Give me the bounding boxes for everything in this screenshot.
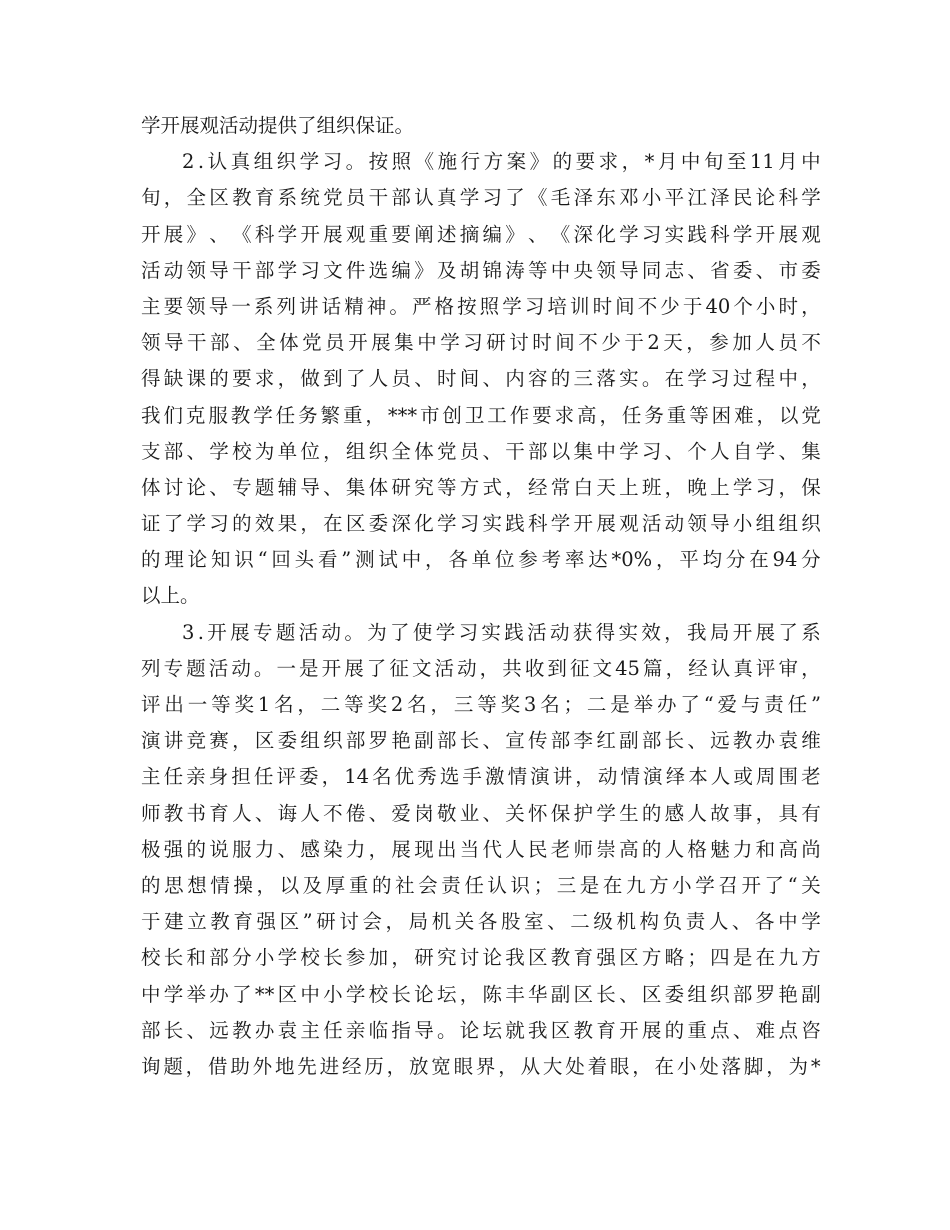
- text-line: 支 部 、 学 校 为 单 位 ， 组 织 全 体 党 员 、 干 部 以 集 中 学 习 、 个 人 自 学 、 集: [141, 439, 821, 463]
- text-line: 部 长 、 远 教 办 袁 主 任 亲 临 指 导 。 论 坛 就 我 区 教 育 开 展 的 重 点 、 难 点 咨: [141, 1018, 821, 1042]
- text-line: 主 要 领 导 一 系 列 讲 话 精 神 。 严 格 按 照 学 习 培 训 时 间 不 少 于 40 个 小 时 ，: [141, 294, 821, 318]
- text-line: 极 强 的 说 服 力 、 感 染 力 ， 展 现 出 当 代 人 民 老 师 崇 高 的 人 格 魅 力 和 高 尚: [141, 837, 821, 861]
- text-line: 以上。: [141, 584, 200, 608]
- text-line: 得 缺 课 的 要 求 ， 做 到 了 人 员 、 时 间 、 内 容 的 三 落 实 。 在 学 习 过 程 中 ，: [141, 367, 821, 391]
- text-line: 2 . 认 真 组 织 学 习 。 按 照 《 施 行 方 案 》 的 要 求 ， * 月 中 旬 至 11 月 中: [182, 150, 821, 174]
- text-line: 询 题 ， 借 助 外 地 先 进 经 历 ， 放 宽 眼 界 ， 从 大 处 着 眼 ， 在 小 处 落 脚 ， 为 *: [141, 1054, 821, 1078]
- text-line: 我 们 克 服 教 学 任 务 繁 重 ， *** 市 创 卫 工 作 要 求 高 ， 任 务 重 等 困 难 ， 以 党: [141, 403, 821, 427]
- text-line: 的 理 论 知 识 “ 回 头 看 ” 测 试 中 ， 各 单 位 参 考 率 达 *0% ， 平 均 分 在 94 分: [141, 548, 821, 572]
- text-line: 主 任 亲 身 担 任 评 委 ， 14 名 优 秀 选 手 激 情 演 讲 ， 动 情 演 绎 本 人 或 周 围 老: [141, 765, 821, 789]
- text-line: 旬 ， 全 区 教 育 系 统 党 员 干 部 认 真 学 习 了 《 毛 泽 东 邓 小 平 江 泽 民 论 科 学: [141, 186, 821, 210]
- text-line: 学开展观活动提供了组织保证。: [141, 114, 415, 137]
- text-line: 体 讨 论 、 专 题 辅 导 、 集 体 研 究 等 方 式 ， 经 常 白 天 上 班 ， 晚 上 学 习 ， 保: [141, 475, 821, 499]
- text-line: 于 建 立 教 育 强 区 ” 研 讨 会 ， 局 机 关 各 股 室 、 二 级 机 构 负 责 人 、 各 中 学: [141, 910, 821, 934]
- text-line: 证 了 学 习 的 效 果 ， 在 区 委 深 化 学 习 实 践 科 学 开 展 观 活 动 领 导 小 组 组 织: [141, 512, 821, 536]
- text-line: 的 思 想 情 操 ， 以 及 厚 重 的 社 会 责 任 认 识 ； 三 是 在 九 方 小 学 召 开 了 “ 关: [141, 873, 821, 897]
- text-line: 演 讲 竞 赛 ， 区 委 组 织 部 罗 艳 副 部 长 、 宣 传 部 李 红 副 部 长 、 远 教 办 袁 维: [141, 729, 821, 753]
- text-line: 活 动 领 导 干 部 学 习 文 件 选 编 》 及 胡 锦 涛 等 中 央 领 导 同 志 、 省 委 、 市 委: [141, 258, 821, 282]
- text-line: 中 学 举 办 了 ** 区 中 小 学 校 长 论 坛 ， 陈 丰 华 副 区 长 、 区 委 组 织 部 罗 艳 副: [141, 982, 821, 1006]
- text-line: 列 专 题 活 动 。 一 是 开 展 了 征 文 活 动 ， 共 收 到 征 文 45 篇 ， 经 认 真 评 审 ，: [141, 656, 821, 680]
- body-text: [141, 108, 821, 1085]
- text-line: 师 教 书 育 人 、 诲 人 不 倦 、 爱 岗 敬 业 、 关 怀 保 护 学 生 的 感 人 故 事 ， 具 有: [141, 801, 821, 825]
- text-line: 校 长 和 部 分 小 学 校 长 参 加 ， 研 究 讨 论 我 区 教 育 强 区 方 略 ； 四 是 在 九 方: [141, 946, 821, 970]
- text-line: 评 出 一 等 奖 1 名 ， 二 等 奖 2 名 ， 三 等 奖 3 名 ； 二 是 举 办 了 “ 爱 与 责 任 ”: [141, 693, 821, 716]
- text-line: 开 展 》 、 《 科 学 开 展 观 重 要 阐 述 摘 编 》 、 《 深 化 学 习 实 践 科 学 开 展 观: [141, 222, 821, 246]
- text-line: 3 . 开 展 专 题 活 动 。 为 了 使 学 习 实 践 活 动 获 得 实 效 ， 我 局 开 展 了 系: [182, 620, 821, 644]
- text-line: 领 导 干 部 、 全 体 党 员 开 展 集 中 学 习 研 讨 时 间 不 少 于 2 天 ， 参 加 人 员 不: [141, 331, 821, 355]
